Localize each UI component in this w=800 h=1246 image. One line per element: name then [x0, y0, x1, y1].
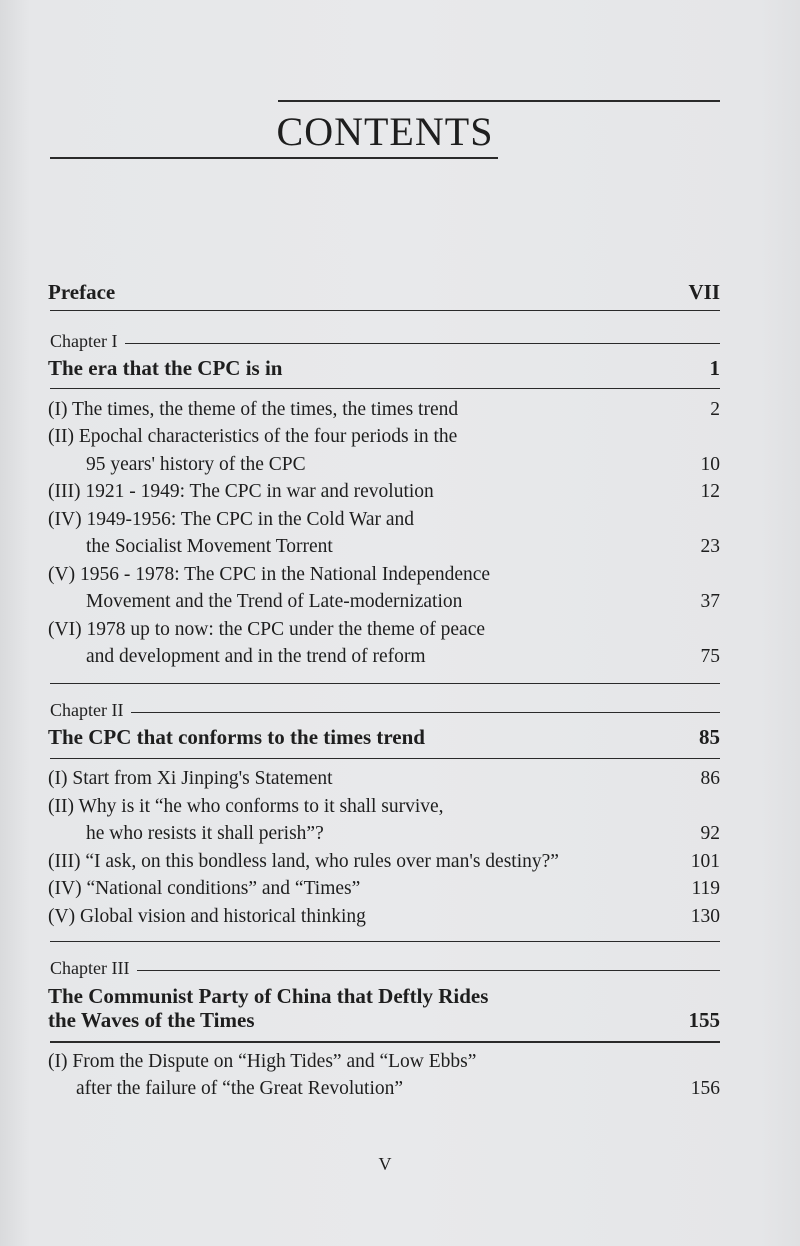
chapter3-label-line	[50, 958, 720, 979]
heading-rule	[50, 157, 498, 159]
chapter1-end-rule	[50, 683, 720, 684]
chapter2-label: Chapter II	[50, 700, 124, 720]
entry-text: Movement and the Trend of Late-modernization	[86, 591, 463, 612]
entry-text: 95 years' history of the CPC	[86, 454, 306, 475]
entry-text: and development and in the trend of reform	[86, 646, 426, 667]
toc-entry	[48, 906, 720, 928]
toc-entry-continued	[48, 1078, 720, 1100]
entry-text: (VI) 1978 up to now: the CPC under the theme of peace	[48, 619, 486, 640]
chapter2-label-line	[50, 700, 720, 721]
toc-entry-continued	[48, 823, 720, 845]
chapter3-label: Chapter III	[50, 958, 130, 978]
toc-entry	[48, 796, 720, 818]
entry-page: 2	[710, 399, 720, 420]
toc-entry	[48, 481, 720, 503]
entry-page: 23	[700, 536, 720, 557]
chapter1-label: Chapter I	[50, 331, 118, 351]
preface-page: VII	[688, 280, 720, 304]
chapter1-label-line	[50, 331, 720, 352]
preface-entry	[48, 280, 720, 305]
chapter3-title-row-continued	[48, 1008, 720, 1033]
chapter2-label-rule	[131, 712, 720, 713]
entry-page: 12	[700, 481, 720, 502]
chapter1-title: The era that the CPC is in	[48, 356, 283, 380]
entry-page: 10	[700, 454, 720, 475]
toc-entry	[48, 851, 720, 873]
chapter3-title-row	[48, 984, 720, 1009]
toc-entry-continued	[48, 536, 720, 558]
chapter2-title-rule	[50, 758, 720, 759]
chapter1-page: 1	[709, 356, 720, 380]
preface-rule	[50, 310, 720, 311]
chapter1-label-rule	[125, 343, 720, 344]
entry-text: (V) 1956 - 1978: The CPC in the National Independence	[48, 564, 491, 585]
toc-entry-continued	[48, 591, 720, 613]
entry-text: (IV) 1949-1956: The CPC in the Cold War and	[48, 509, 415, 530]
entry-page: 119	[691, 878, 720, 899]
toc-entry	[48, 1051, 720, 1073]
entry-text: after the failure of “the Great Revolution”	[76, 1078, 404, 1099]
chapter3-page: 155	[688, 1008, 720, 1032]
chapter3-title-line1: The Communist Party of China that Deftly Rides	[48, 984, 489, 1008]
entry-text: the Socialist Movement Torrent	[86, 536, 333, 557]
toc-entry-continued	[48, 454, 720, 476]
entry-text: (I) Start from Xi Jinping's Statement	[48, 768, 333, 789]
toc-entry-continued	[48, 646, 720, 668]
entry-text: (V) Global vision and historical thinking	[48, 906, 366, 927]
entry-text: (II) Epochal characteristics of the four periods in the	[48, 426, 458, 447]
entry-page: 86	[700, 768, 720, 789]
entry-page: 37	[700, 591, 720, 612]
entry-text: (III) 1921 - 1949: The CPC in war and revolution	[48, 481, 434, 502]
entry-page: 156	[690, 1078, 720, 1099]
toc-entry	[48, 509, 720, 531]
toc-entry	[48, 619, 720, 641]
entry-text: (I) From the Dispute on “High Tides” and “Low Ebbs”	[48, 1051, 477, 1072]
toc-entry	[48, 564, 720, 586]
toc-entry	[48, 878, 720, 900]
chapter3-title-rule	[50, 1041, 720, 1043]
chapter2-page: 85	[699, 725, 720, 749]
top-rule	[278, 100, 720, 102]
entry-page: 130	[690, 906, 720, 927]
entry-page: 75	[700, 646, 720, 667]
toc-entry	[48, 399, 720, 421]
chapter3-title-line2: the Waves of the Times	[48, 1008, 255, 1032]
entry-page: 101	[690, 851, 720, 872]
toc-entry	[48, 426, 720, 448]
chapter2-end-rule	[50, 941, 720, 942]
entry-text: he who resists it shall perish”?	[86, 823, 324, 844]
entry-text: (III) “I ask, on this bondless land, who rules over man's destiny?”	[48, 851, 559, 872]
chapter2-title: The CPC that conforms to the times trend	[48, 725, 425, 749]
chapter1-title-rule	[50, 388, 720, 389]
contents-heading: CONTENTS	[276, 109, 494, 154]
chapter2-title-row	[48, 725, 720, 750]
preface-label: Preface	[48, 280, 116, 304]
entry-text: (IV) “National conditions” and “Times”	[48, 878, 361, 899]
chapter1-title-row	[48, 356, 720, 381]
entry-text: (II) Why is it “he who conforms to it shall survive,	[48, 796, 444, 817]
toc-entry	[48, 768, 720, 790]
entry-text: (I) The times, the theme of the times, the times trend	[48, 399, 459, 420]
chapter3-label-rule	[137, 970, 720, 971]
entry-page: 92	[700, 823, 720, 844]
page-number: V	[378, 1154, 392, 1174]
